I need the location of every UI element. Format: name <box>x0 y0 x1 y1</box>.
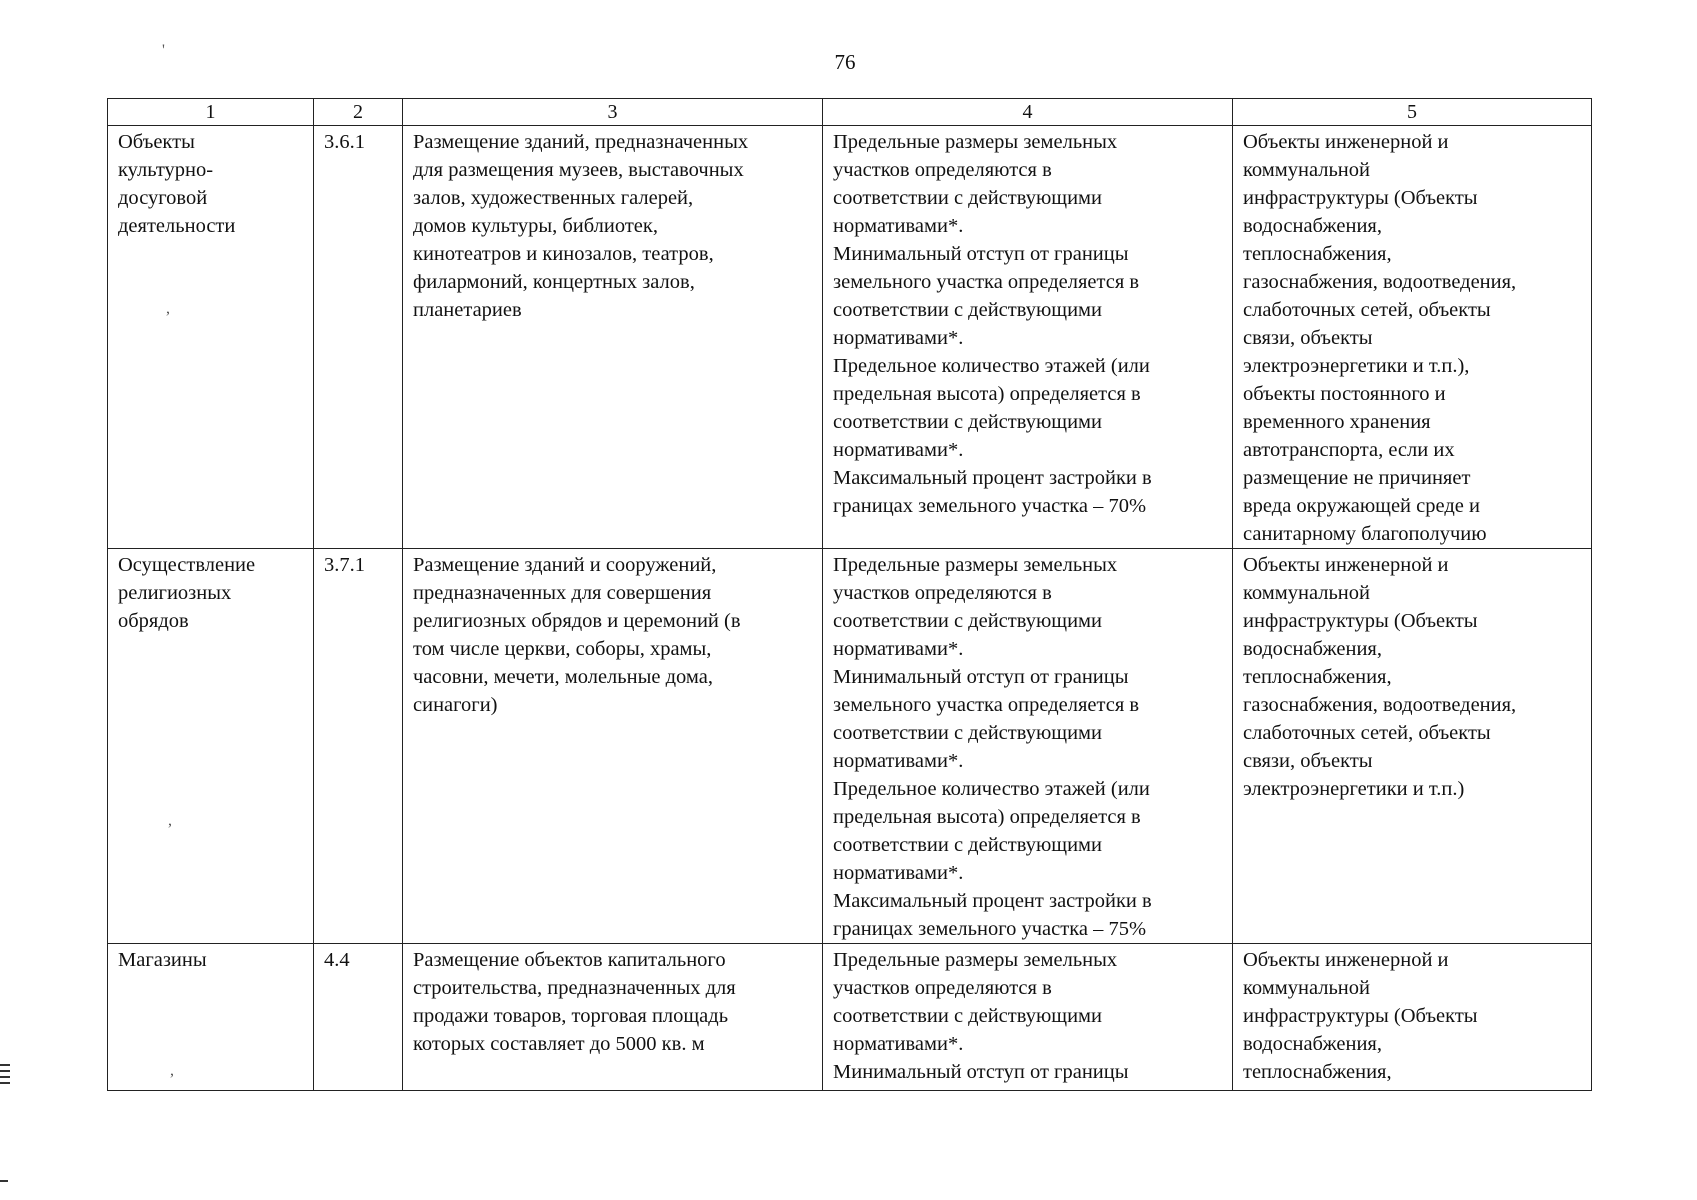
page-number: 76 <box>834 50 856 74</box>
scan-speck: , <box>170 1062 174 1079</box>
use-type-code: 4.4 <box>314 944 403 1091</box>
header-col-5: 5 <box>1233 99 1592 126</box>
scan-speck: , <box>168 812 172 829</box>
use-type-name: Магазины <box>108 944 314 1091</box>
use-type-name: Объекты культурно- досуговой деятельности <box>108 126 314 549</box>
scan-margin-dash <box>0 1180 8 1182</box>
construction-parameters: Предельные размеры земельных участков определяются в соответствии с действующими нормативами*. Минимальный отступ от границы <box>823 944 1233 1091</box>
scan-margin-marks <box>0 1064 10 1088</box>
auxiliary-uses: Объекты инженерной и коммунальной инфраструктуры (Объекты водоснабжения, теплоснабжения, газоснабжения, водоотведения, слаботочных сетей, объекты связи, объекты электроэнергетики и т.п.), объекты постоянного и временного хранения автотранспорта, если их размещение не причиняет вреда окружающей среде и санитарному благополучию <box>1233 126 1592 549</box>
use-type-description: Размещение объектов капитального строительства, предназначенных для продажи товаров, торговая площадь которых составляет до 5000 кв. м <box>403 944 823 1091</box>
use-type-description: Размещение зданий и сооружений, предназначенных для совершения религиозных обрядов и церемоний (в том числе церкви, соборы, храмы, часовни, мечети, молельные дома, синагоги) <box>403 549 823 944</box>
construction-parameters: Предельные размеры земельных участков определяются в соответствии с действующими нормативами*. Минимальный отступ от границы земельного участка определяется в соответствии с действующими нормативами*. Предельное количество этажей (или предельная высота) определяется в соответствии с действующими нормативами*. Максимальный процент застройки в границах земельного участка – 75% <box>823 549 1233 944</box>
land-use-table <box>107 98 1592 1091</box>
scan-speck: , <box>166 300 170 317</box>
use-type-code: 3.7.1 <box>314 549 403 944</box>
use-type-description: Размещение зданий, предназначенных для размещения музеев, выставочных залов, художественных галерей, домов культуры, библиотек, кинотеатров и кинозалов, театров, филармоний, концертных залов, планетариев <box>403 126 823 549</box>
table-row <box>108 549 1592 944</box>
table-row <box>108 944 1592 1091</box>
scan-speck: ' <box>162 42 165 59</box>
use-type-name: Осуществление религиозных обрядов <box>108 549 314 944</box>
use-type-code: 3.6.1 <box>314 126 403 549</box>
construction-parameters: Предельные размеры земельных участков определяются в соответствии с действующими нормативами*. Минимальный отступ от границы земельного участка определяется в соответствии с действующими нормативами*. Предельное количество этажей (или предельная высота) определяется в соответствии с действующими нормативами*. Максимальный процент застройки в границах земельного участка – 70% <box>823 126 1233 549</box>
header-col-2: 2 <box>314 99 403 126</box>
header-col-1: 1 <box>108 99 314 126</box>
header-col-4: 4 <box>823 99 1233 126</box>
table-row <box>108 126 1592 549</box>
auxiliary-uses: Объекты инженерной и коммунальной инфраструктуры (Объекты водоснабжения, теплоснабжения, <box>1233 944 1592 1091</box>
header-col-3: 3 <box>403 99 823 126</box>
auxiliary-uses: Объекты инженерной и коммунальной инфраструктуры (Объекты водоснабжения, теплоснабжения, газоснабжения, водоотведения, слаботочных сетей, объекты связи, объекты электроэнергетики и т.п.) <box>1233 549 1592 944</box>
header-row <box>108 99 1592 126</box>
